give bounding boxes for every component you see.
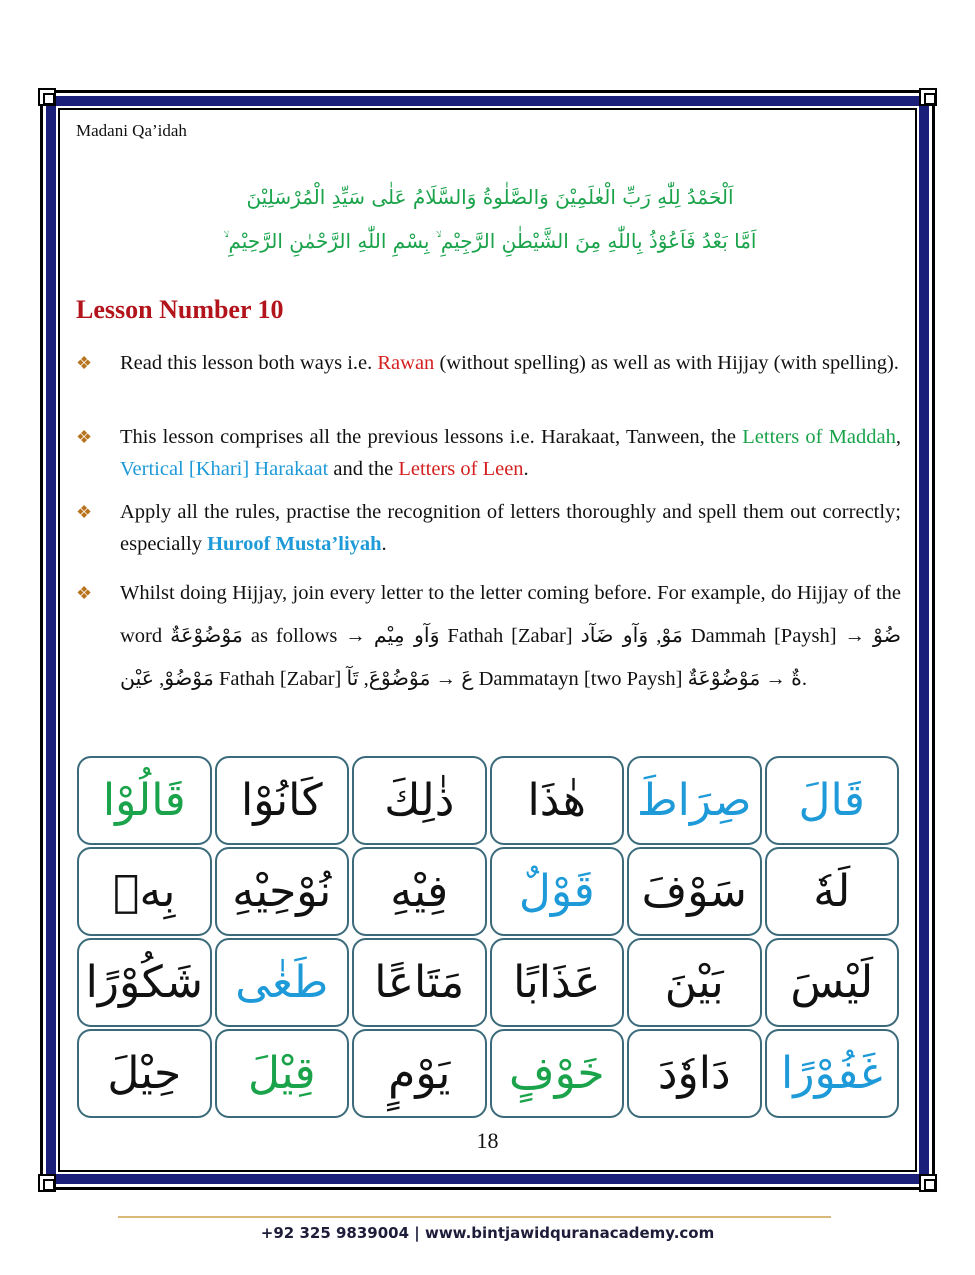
word-card: حِيْلَ [77, 1029, 212, 1118]
word-card: مَتَاعًا [352, 938, 487, 1027]
lesson-title: Lesson Number 10 [76, 295, 284, 324]
bullet-item-2: ❖ This lesson comprises all the previous lessons i.e. Harakaat, Tanween, the Letters of Maddah, Vertical [Khari] Harakaat and the Letters of Leen. [76, 421, 901, 485]
term-letters-of-leen: Letters of Leen [398, 458, 524, 480]
word-card: ذٰلِكَ [352, 756, 487, 845]
word-card: سَوْفَ [627, 847, 762, 936]
bullet-diamond-icon: ❖ [76, 502, 93, 522]
word-card: بِهٖ [77, 847, 212, 936]
arabic-invocation-line-2: اَمَّا بَعْدُ فَاَعُوْذُ بِاللّٰهِ مِنَ الشَّيْطٰنِ الرَّجِيْمِ ۙ بِسْمِ اللّٰهِ الرَّحْمٰنِ الرَّحِيْمِ ۙ [223, 229, 757, 253]
word-card: قِيْلَ [215, 1029, 350, 1118]
corner-ornament-bottom-right [919, 1174, 937, 1192]
running-header: Madani Qa’idah [76, 121, 187, 140]
bullet-diamond-icon: ❖ [76, 427, 93, 447]
word-card: طَغٰى [215, 938, 350, 1027]
corner-ornament-top-left [38, 88, 56, 106]
word-card: بَيْنَ [627, 938, 762, 1027]
word-card: كَانُوْا [215, 756, 350, 845]
word-card: يَوْمٍ [352, 1029, 487, 1118]
word-card: نُوْحِيْهِ [215, 847, 350, 936]
term-huroof-mustaliyah: Huroof Musta’liyah [207, 533, 382, 555]
term-vertical-harakaat: Vertical [Khari] Harakaat [120, 458, 329, 480]
word-card: شَكُوْرًا [77, 938, 212, 1027]
word-card: هٰذَا [490, 756, 625, 845]
bullet-item-3: ❖ Apply all the rules, practise the recognition of letters thoroughly and spell them out correctly; especially Huroof Musta’liyah. [76, 496, 901, 560]
word-grid [77, 756, 899, 1118]
corner-ornament-top-right [919, 88, 937, 106]
bullet-item-1: ❖ Read this lesson both ways i.e. Rawan (without spelling) as well as with Hijjay (with spelling). [76, 347, 901, 379]
word-card: قَالُوْا [77, 756, 212, 845]
word-card: عَذَابًا [490, 938, 625, 1027]
word-card: لَيْسَ [765, 938, 900, 1027]
bullet-diamond-icon: ❖ [76, 583, 93, 603]
term-letters-of-maddah: Letters of Maddah [742, 426, 896, 448]
footer-contact: +92 325 9839004 | www.bintjawidquranacademy.com [260, 1224, 715, 1242]
word-card: قَوْلٌ [490, 847, 625, 936]
page-number: 18 [476, 1128, 499, 1153]
word-card: دَاوٗدَ [627, 1029, 762, 1118]
corner-ornament-bottom-left [38, 1174, 56, 1192]
word-card: خَوْفٍ [490, 1029, 625, 1118]
word-card: قَالَ [765, 756, 900, 845]
term-rawan: Rawan [377, 352, 435, 374]
bullet-item-4: ❖ Whilst doing Hijjay, join every letter to the letter coming before. For example, do Hijjay of the word مَوْضُوْعَةٌ as follows → وَآو مِيْم Fathah [Zabar] مَوْ, وَآو ضَآد Dammah [Paysh] ضُوْ → مَوْضُوْ, عَيْن Fathah [Zabar] عَ → مَوْضُوْعَ, تَآ Dammatayn [two Paysh] ةٌ → مَوْضُوْعَةٌ . [76, 572, 901, 700]
word-card: غَفُوْرًا [765, 1029, 900, 1118]
word-card: صِرَاطَ [627, 756, 762, 845]
bullet-diamond-icon: ❖ [76, 353, 93, 373]
footer-divider [118, 1216, 831, 1218]
word-card: لَهٗ [765, 847, 900, 936]
arabic-invocation-line-1: اَلْحَمْدُ لِلّٰهِ رَبِّ الْعٰلَمِيْنَ وَالصَّلٰوةُ وَالسَّلَامُ عَلٰى سَيِّدِ الْمُرْسَلِيْنَ [246, 185, 734, 209]
word-card: فِيْهِ [352, 847, 487, 936]
